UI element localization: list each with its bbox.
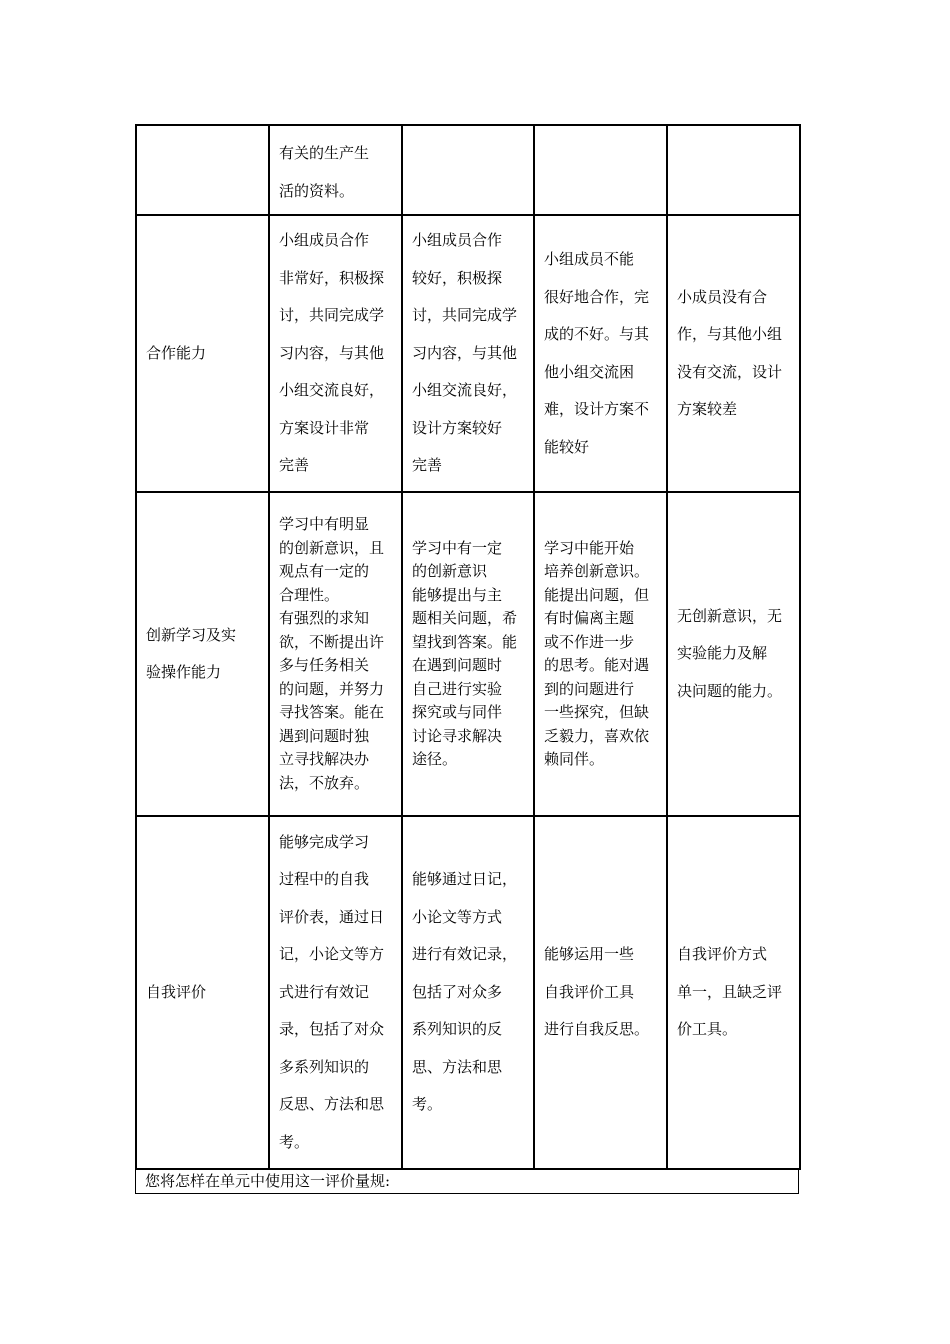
- level-cell: [667, 125, 800, 215]
- level-cell: 小组成员不能 很好地合作，完 成的不好。与其 他小组交流困 难，设计方案不 能较好: [534, 215, 667, 492]
- level-cell: 能够运用一些 自我评价工具 进行自我反思。: [534, 816, 667, 1169]
- rubric-usage-prompt-text: 您将怎样在单元中使用这一评价量规:: [145, 1172, 391, 1190]
- level-cell: 小组成员合作 非常好，积极探 讨，共同完成学 习内容，与其他 小组交流良好， 方案设计非常 完善: [269, 215, 402, 492]
- level-cell: 学习中能开始 培养创新意识。 能提出问题，但 有时偏离主题 或不作进一步 的思考。能对遇 到的问题进行 一些探究，但缺 乏毅力，喜欢依 赖同伴。: [534, 492, 667, 816]
- criterion-cell: [136, 125, 269, 215]
- table-row: [136, 215, 800, 492]
- rubric-table: [135, 124, 801, 1170]
- level-cell: 无创新意识，无 实验能力及解 决问题的能力。: [667, 492, 800, 816]
- level-cell: 小组成员合作 较好，积极探 讨，共同完成学 习内容，与其他 小组交流良好， 设计方案较好 完善: [402, 215, 534, 492]
- level-cell: 有关的生产生 活的资料。: [269, 125, 402, 215]
- level-cell: 能够完成学习 过程中的自我 评价表，通过日 记，小论文等方 式进行有效记 录，包括了对众 多系列知识的 反思、方法和思 考。: [269, 816, 402, 1169]
- criterion-cell: 自我评价: [136, 816, 269, 1169]
- table-row: [136, 492, 800, 816]
- table-row: [136, 125, 800, 215]
- level-cell: 小成员没有合 作，与其他小组 没有交流，设计 方案较差: [667, 215, 800, 492]
- level-cell: [402, 125, 534, 215]
- criterion-cell: 合作能力: [136, 215, 269, 492]
- table-row: [136, 816, 800, 1169]
- level-cell: 学习中有明显 的创新意识，且 观点有一定的 合理性。 有强烈的求知 欲，不断提出许 多与任务相关 的问题，并努力 寻找答案。能在 遇到问题时独 立寻找解决办 法，不放弃。: [269, 492, 402, 816]
- level-cell: 自我评价方式 单一，且缺乏评 价工具。: [667, 816, 800, 1169]
- criterion-cell: 创新学习及实 验操作能力: [136, 492, 269, 816]
- level-cell: [534, 125, 667, 215]
- level-cell: 能够通过日记， 小论文等方式 进行有效记录， 包括了对众多 系列知识的反 思、方法和思 考。: [402, 816, 534, 1169]
- level-cell: 学习中有一定 的创新意识 能够提出与主 题相关问题，希 望找到答案。能 在遇到问题时 自己进行实验 探究或与同伴 讨论寻求解决 途径。: [402, 492, 534, 816]
- rubric-usage-prompt: [135, 1168, 799, 1194]
